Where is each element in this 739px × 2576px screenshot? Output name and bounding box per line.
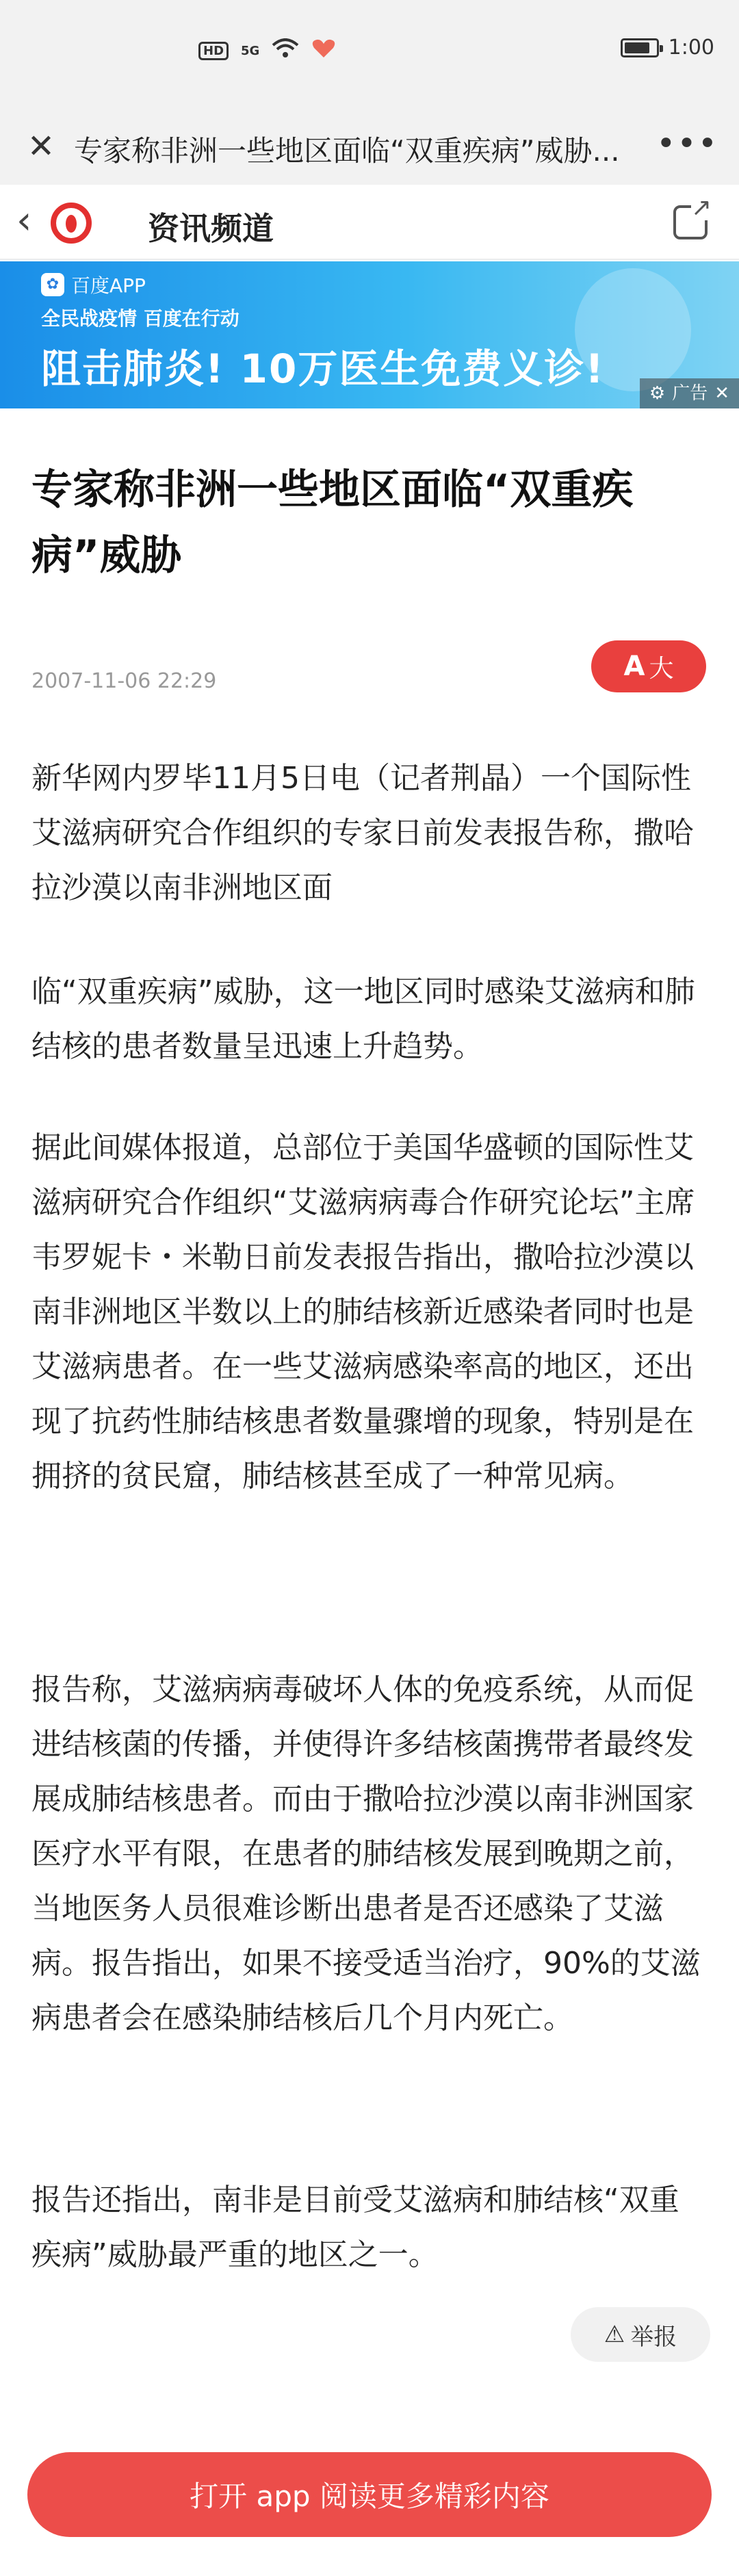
- status-bar: [0, 0, 739, 109]
- article-paragraph-5: 报告还指出，南非是目前受艾滋病和肺结核“双重疾病”威胁最严重的地区之一。: [31, 2183, 679, 2272]
- status-icons: [198, 38, 336, 64]
- battery-icon: [621, 38, 659, 57]
- channel-header: [0, 185, 739, 260]
- more-options-icon[interactable]: •••: [656, 125, 718, 163]
- font-size-icon: A: [623, 651, 645, 682]
- ad-headline: 阻击肺炎! 10万医生免费义诊!: [41, 346, 605, 392]
- article-headline: 专家称非洲一些地区面临“双重疾病”威胁: [31, 466, 634, 580]
- article-date: 2007-11-06 22:29: [31, 669, 217, 693]
- ad-close-icon[interactable]: ✕: [714, 383, 729, 404]
- hd-badge: HD: [198, 42, 229, 60]
- share-icon[interactable]: [673, 205, 708, 239]
- report-button[interactable]: [571, 2307, 710, 2362]
- baidu-paw-icon: ✿: [41, 273, 64, 296]
- report-label: 举报: [630, 2323, 677, 2351]
- channel-title: 资讯频道: [148, 210, 274, 247]
- font-size-button[interactable]: [591, 640, 706, 692]
- ad-tag-label: 广告: [672, 383, 708, 404]
- open-app-button[interactable]: 打开 app 阅读更多精彩内容: [27, 2452, 712, 2537]
- logo-icon: [51, 203, 92, 244]
- ad-settings-icon[interactable]: ⚙: [649, 383, 666, 404]
- ad-slogan: 全民战疫情 百度在行动: [41, 307, 239, 330]
- wifi-icon: [272, 38, 299, 64]
- ad-app-name: [41, 271, 146, 298]
- article-paragraph-1: 新华网内罗毕11月5日电（记者荆晶）一个国际性艾滋病研究合作组织的专家日前发表报告称，撒哈拉沙漠以南非洲地区面: [31, 761, 694, 905]
- font-size-label: 大: [649, 654, 674, 683]
- warning-icon: ⚠: [604, 2321, 625, 2348]
- ad-banner[interactable]: [0, 261, 739, 408]
- ad-tag[interactable]: [640, 378, 739, 408]
- article-paragraph-4: 报告称，艾滋病病毒破坏人体的免疫系统，从而促进结核菌的传播，并使得许多结核菌携带者最终发展成肺结核患者。而由于撒哈拉沙漠以南非洲国家医疗水平有限，在患者的肺结核发展到晚期之前，当地医务人员很难诊断出患者是否还感染了艾滋病。报告指出，如果不接受适当治疗，90%的艾滋病患者会在感染肺结核后几个月内死亡。: [31, 1672, 701, 2035]
- back-icon[interactable]: ‹: [16, 198, 32, 243]
- signal-icon: 5G: [241, 44, 260, 58]
- page-title: 专家称非洲一些地区面临“双重疾病”威胁...: [74, 134, 620, 168]
- browser-title-bar: [0, 109, 739, 185]
- health-heart-icon: [311, 38, 336, 64]
- article-paragraph-3: 据此间媒体报道，总部位于美国华盛顿的国际性艾滋病研究合作组织“艾滋病病毒合作研究论坛”主席韦罗妮卡・米勒日前发表报告指出，撒哈拉沙漠以南非洲地区半数以上的肺结核新近感染者同时也是艾滋病患者。在一些艾滋病感染率高的地区，还出现了抗药性肺结核患者数量骤增的现象，特别是在拥挤的贫民窟，肺结核甚至成了一种常见病。: [31, 1130, 695, 1494]
- article-paragraph-2: 临“双重疾病”威胁，这一地区同时感染艾滋病和肺结核的患者数量呈迅速上升趋势。: [31, 974, 695, 1064]
- status-time: 1:00: [668, 36, 714, 60]
- close-icon[interactable]: ✕: [27, 127, 55, 166]
- ad-app-label: 百度APP: [71, 274, 146, 297]
- status-right: [621, 36, 714, 60]
